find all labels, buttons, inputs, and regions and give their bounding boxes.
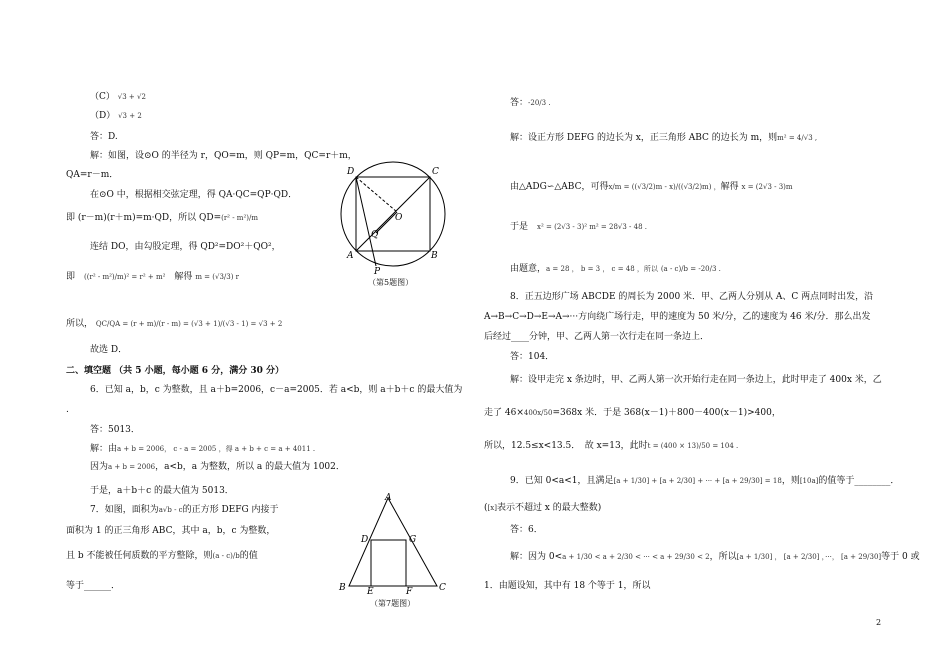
figure-7 [335, 490, 455, 598]
segment-dc-diag [356, 177, 397, 212]
solution-9-line2: 1．由题设知，其中有 18 个等于 1，所以 [484, 581, 651, 591]
choice-d: 故选 D． [90, 345, 128, 355]
label-a: A [347, 251, 354, 261]
figure-5 [335, 150, 453, 290]
section-fill-blank-heading: 二、填空题 （共 5 小题，每小题 6 分，满分 30 分） [66, 366, 284, 376]
solution-5-line7: 所以， QC/QA = (r + m)/(r - m) = (√3 + 1)/(√3 - 1) = √3 + 2 [66, 319, 283, 329]
solution-7-line2: 由△ADG∽△ABC，可得x/m = ((√3/2)m - x)/((√3/2)m) ，解得 x = (2√3 - 3)m [510, 182, 793, 192]
answer-9: 答：6． [510, 525, 543, 535]
problem-8-line2: A→B→C→D→E→A→···方向绕广场行走，甲的速度为 50 米/分，乙的速度为 46 米/分．那么出发 [484, 312, 871, 322]
answer-5: 答：D. [90, 132, 118, 142]
answer-6: 答：5013． [90, 425, 140, 435]
solution-5-line2: QA=r－m． [66, 170, 119, 180]
label-c: C [432, 167, 439, 177]
solution-7-line4: 由题意，a = 28 ， b = 3 ， c = 48 ，所以 (a - c)/b = -20/3 . [510, 264, 721, 274]
solution-5-line6: 即 ((r² - m²)/m)² = r² + m² 解得 m = (√3/3) r [66, 272, 240, 282]
square-defg [371, 540, 406, 586]
option-c: （C） √3 + √2 [90, 92, 146, 102]
problem-7-line2: 面积为 1 的正三角形 ABC，其中 a，b，c 为整数， [66, 526, 276, 536]
figure-7-caption: （第7题图） [370, 599, 416, 608]
solution-8-line3: 所以，12.5≤x<13.5． 故 x=13，此时t = (400 × 13)/50 = 104 . [484, 441, 739, 451]
answer-8: 答：104． [510, 352, 555, 362]
solution-6-line3: 于是，a＋b＋c 的最大值为 5013． [90, 486, 234, 496]
label-a: A [385, 493, 392, 503]
label-q: Q [371, 230, 379, 240]
problem-9-line1: 9．已知 0<a<1，且满足[a + 1/30] + [a + 2/30] + ··· + [a + 29/30] = 18，则[10a]的值等于________． [510, 476, 900, 486]
label-b: B [339, 583, 346, 593]
problem-7-line4: 等于______． [66, 581, 121, 591]
label-p: P [374, 267, 381, 277]
problem-9-line2: ([x]表示不超过 x 的最大整数) [484, 503, 602, 513]
option-d: （D） √3 + 2 [90, 111, 142, 121]
solution-5-line3: 在⊙O 中，根据相交弦定理，得 QA·QC=QP·QD． [90, 190, 298, 200]
label-f: F [406, 587, 413, 597]
figure-5-caption: （第5题图） [368, 278, 414, 287]
solution-5-line4: 即 (r－m)(r＋m)=m·QD，所以 QD=(r² - m²)/m [66, 213, 258, 223]
solution-6-line1: 解：由a + b = 2006， c - a = 2005 ，得 a + b + c = a + 4011 . [90, 444, 316, 454]
answer-7: 答：-20/3 . [510, 98, 551, 108]
problem-7-line3: 且 b 不能被任何质数的平方整除，则(a - c)/b的值 [66, 551, 258, 561]
solution-8-line1: 解：设甲走完 x 条边时，甲、乙两人第一次开始行走在同一条边上，此时甲走了 400x 米，乙 [510, 375, 882, 385]
problem-6-tail: . [66, 405, 69, 415]
page-number: 2 [876, 618, 882, 627]
label-e: E [367, 587, 374, 597]
segment-ac [356, 177, 430, 251]
label-c: C [439, 583, 446, 593]
solution-9-line1: 解：因为 0<a + 1/30 < a + 2/30 < ··· < a + 29/30 < 2，所以[a + 1/30] ， [a + 2/30] ，···， [a + 29/30]等于 0 或 [510, 552, 920, 562]
label-d: D [347, 167, 355, 177]
label-b: B [431, 251, 438, 261]
solution-6-line2: 因为a + b = 2006，a<b，a 为整数，所以 a 的最大值为 1002． [90, 462, 345, 472]
solution-5-line5: 连结 DO，由勾股定理，得 QD²=DO²＋QO²， [90, 242, 281, 252]
problem-8-line1: 8．正五边形广场 ABCDE 的周长为 2000 米．甲、乙两人分别从 A、C 两点同时出发，沿 [510, 292, 874, 302]
label-o: O [395, 213, 403, 223]
solution-7-line1: 解：设正方形 DEFG 的边长为 x，正三角形 ABC 的边长为 m，则m² = 4/√3 , [510, 133, 818, 143]
problem-6: 6．已知 a，b，c 为整数，且 a＋b=2006，c－a=2005．若 a<b，则 a＋b＋c 的最大值为 [90, 385, 463, 395]
segment-dp [356, 177, 376, 266]
problem-8-line3: 后经过____分钟，甲、乙两人第一次行走在同一条边上． [484, 332, 710, 342]
segment-qo [376, 212, 397, 233]
solution-8-line2: 走了 46×400x/50=368x 米．于是 368(x－1)＋800－400(x－1)>400， [484, 408, 781, 418]
problem-7-line1: 7．如图，面积为a√b - c的正方形 DEFG 内接于 [90, 505, 279, 515]
label-d: D [361, 535, 369, 545]
solution-5-line1: 解：如图，设⊙O 的半径为 r，QO=m，则 QP=m，QC=r＋m， [90, 151, 357, 161]
solution-7-line3: 于是 x² = (2√3 - 3)² m² = 28√3 - 48 . [510, 222, 647, 232]
label-g: G [409, 535, 417, 545]
